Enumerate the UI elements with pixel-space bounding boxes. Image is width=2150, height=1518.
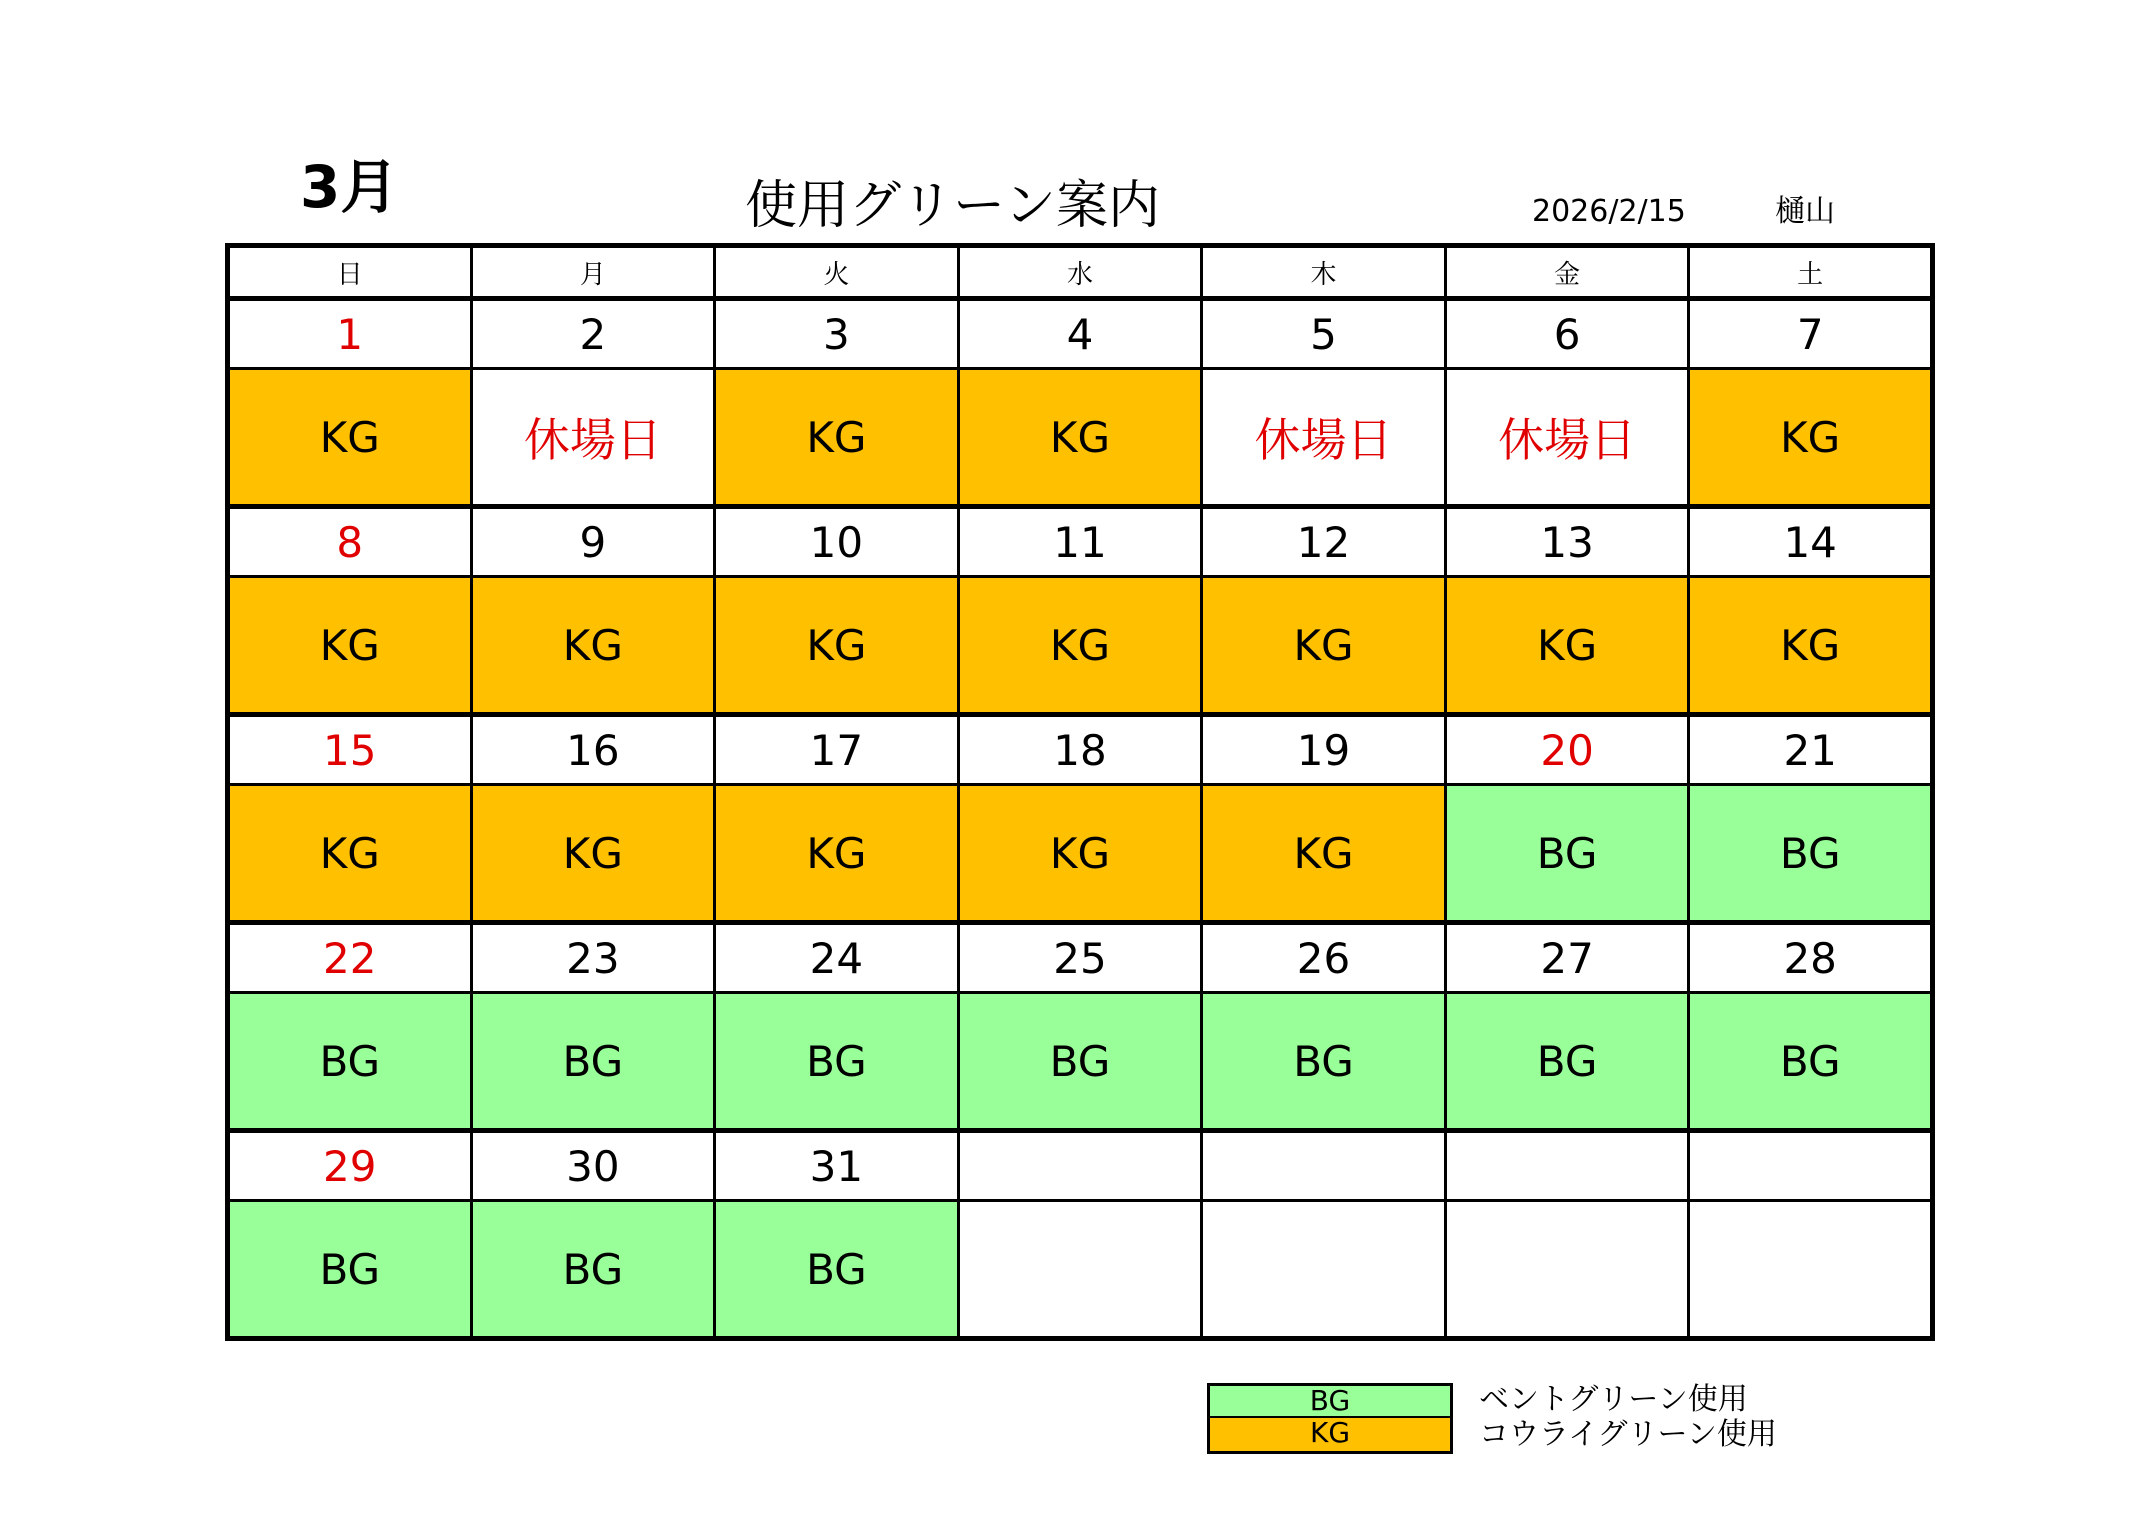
weekday-wed: 水 bbox=[958, 246, 1202, 299]
weekday-header-row bbox=[228, 246, 1933, 299]
date-cell: 24 bbox=[715, 923, 959, 993]
date-row bbox=[228, 1131, 1933, 1201]
date-cell: 17 bbox=[715, 715, 959, 785]
legend-label-kg: コウライグリーン使用 bbox=[1479, 1417, 1777, 1452]
date-cell: 27 bbox=[1445, 923, 1689, 993]
green-cell-kg: KG bbox=[1202, 577, 1446, 715]
date-cell: 25 bbox=[958, 923, 1202, 993]
date-cell: 3 bbox=[715, 299, 959, 369]
date-cell: 1 bbox=[228, 299, 472, 369]
green-cell-kg: KG bbox=[958, 369, 1202, 507]
closed-day-cell: 休場日 bbox=[1202, 369, 1446, 507]
empty-date-cell bbox=[958, 1131, 1202, 1201]
page-title: 使用グリーン案内 bbox=[745, 176, 1160, 236]
date-row bbox=[228, 507, 1933, 577]
date-cell: 10 bbox=[715, 507, 959, 577]
date-row bbox=[228, 923, 1933, 993]
weekday-tue: 火 bbox=[715, 246, 959, 299]
date-cell: 30 bbox=[471, 1131, 715, 1201]
green-cell-kg: KG bbox=[958, 577, 1202, 715]
green-cell-bg: BG bbox=[1202, 993, 1446, 1131]
month-label: 3月 bbox=[300, 153, 399, 221]
weekday-sun: 日 bbox=[228, 246, 472, 299]
date-cell: 7 bbox=[1689, 299, 1933, 369]
date-cell: 4 bbox=[958, 299, 1202, 369]
date-cell: 31 bbox=[715, 1131, 959, 1201]
empty-date-cell bbox=[1202, 1131, 1446, 1201]
green-row bbox=[228, 577, 1933, 715]
green-calendar bbox=[225, 243, 1935, 1341]
legend-label-bg: ベントグリーン使用 bbox=[1479, 1382, 1748, 1417]
green-cell-bg: BG bbox=[1689, 993, 1933, 1131]
date-cell: 5 bbox=[1202, 299, 1446, 369]
green-cell-kg: KG bbox=[228, 369, 472, 507]
closed-day-cell: 休場日 bbox=[471, 369, 715, 507]
date-cell: 6 bbox=[1445, 299, 1689, 369]
green-cell-bg: BG bbox=[471, 1201, 715, 1339]
date-cell: 16 bbox=[471, 715, 715, 785]
author-name: 樋山 bbox=[1775, 194, 1835, 229]
green-row bbox=[228, 1201, 1933, 1339]
date-cell: 22 bbox=[228, 923, 472, 993]
green-row bbox=[228, 993, 1933, 1131]
green-cell-kg: KG bbox=[715, 577, 959, 715]
date-cell: 20 bbox=[1445, 715, 1689, 785]
empty-green-cell bbox=[1202, 1201, 1446, 1339]
calendar-body bbox=[228, 299, 1933, 1339]
green-cell-kg: KG bbox=[1445, 577, 1689, 715]
legend-swatch-kg: KG bbox=[1207, 1418, 1453, 1454]
date-row bbox=[228, 299, 1933, 369]
empty-green-cell bbox=[1445, 1201, 1689, 1339]
green-cell-bg: BG bbox=[1689, 785, 1933, 923]
empty-green-cell bbox=[1689, 1201, 1933, 1339]
date-cell: 9 bbox=[471, 507, 715, 577]
date-cell: 19 bbox=[1202, 715, 1446, 785]
green-cell-bg: BG bbox=[958, 993, 1202, 1131]
green-cell-kg: KG bbox=[228, 577, 472, 715]
date-cell: 28 bbox=[1689, 923, 1933, 993]
green-cell-kg: KG bbox=[471, 577, 715, 715]
green-cell-kg: KG bbox=[715, 785, 959, 923]
green-row bbox=[228, 785, 1933, 923]
green-row bbox=[228, 369, 1933, 507]
date-cell: 18 bbox=[958, 715, 1202, 785]
date-cell: 13 bbox=[1445, 507, 1689, 577]
green-cell-kg: KG bbox=[958, 785, 1202, 923]
green-cell-kg: KG bbox=[471, 785, 715, 923]
empty-date-cell bbox=[1689, 1131, 1933, 1201]
weekday-fri: 金 bbox=[1445, 246, 1689, 299]
empty-date-cell bbox=[1445, 1131, 1689, 1201]
date-cell: 21 bbox=[1689, 715, 1933, 785]
date-cell: 26 bbox=[1202, 923, 1446, 993]
green-cell-bg: BG bbox=[1445, 993, 1689, 1131]
green-cell-kg: KG bbox=[1202, 785, 1446, 923]
green-cell-bg: BG bbox=[715, 993, 959, 1131]
weekday-sat: 土 bbox=[1689, 246, 1933, 299]
green-cell-bg: BG bbox=[228, 1201, 472, 1339]
date-cell: 8 bbox=[228, 507, 472, 577]
green-cell-kg: KG bbox=[228, 785, 472, 923]
green-cell-bg: BG bbox=[1445, 785, 1689, 923]
green-cell-kg: KG bbox=[1689, 577, 1933, 715]
date-row bbox=[228, 715, 1933, 785]
issue-date: 2026/2/15 bbox=[1532, 194, 1686, 229]
weekday-thu: 木 bbox=[1202, 246, 1446, 299]
date-cell: 2 bbox=[471, 299, 715, 369]
green-cell-kg: KG bbox=[1689, 369, 1933, 507]
green-cell-kg: KG bbox=[715, 369, 959, 507]
date-cell: 14 bbox=[1689, 507, 1933, 577]
green-cell-bg: BG bbox=[228, 993, 472, 1131]
date-cell: 12 bbox=[1202, 507, 1446, 577]
date-cell: 29 bbox=[228, 1131, 472, 1201]
green-cell-bg: BG bbox=[715, 1201, 959, 1339]
closed-day-cell: 休場日 bbox=[1445, 369, 1689, 507]
legend-swatch-bg: BG bbox=[1207, 1383, 1453, 1419]
date-cell: 23 bbox=[471, 923, 715, 993]
weekday-mon: 月 bbox=[471, 246, 715, 299]
date-cell: 15 bbox=[228, 715, 472, 785]
green-cell-bg: BG bbox=[471, 993, 715, 1131]
empty-green-cell bbox=[958, 1201, 1202, 1339]
date-cell: 11 bbox=[958, 507, 1202, 577]
